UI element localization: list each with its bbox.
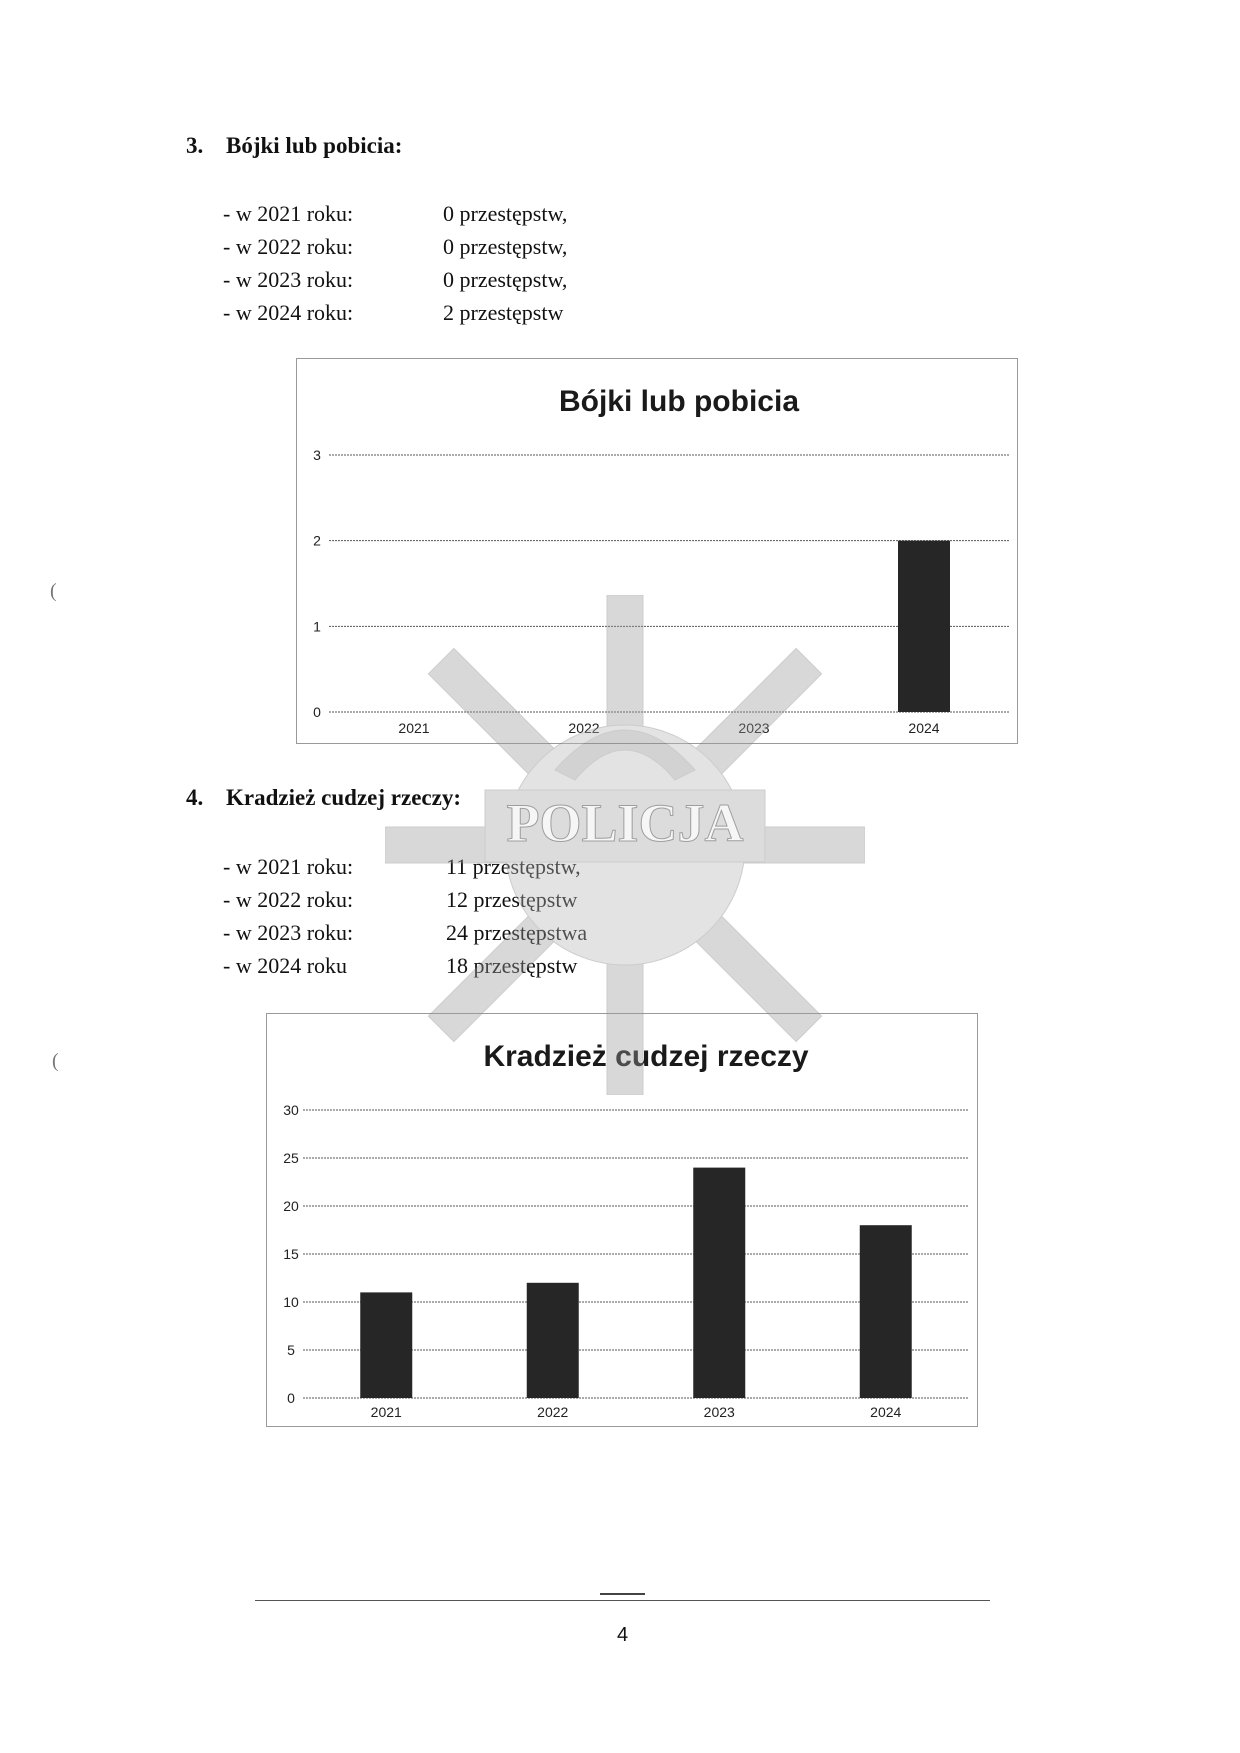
y-tick-label: 3 (313, 447, 321, 463)
page-number: 4 (616, 1624, 629, 1646)
footer-divider-accent (600, 1593, 645, 1595)
stat-value: 24 przestępstwa (446, 920, 588, 945)
x-tick-label: 2021 (398, 720, 430, 736)
stat-value: 11 przestępstw, (446, 854, 581, 879)
stat-label: - w 2021 roku: (223, 854, 354, 879)
footer-divider (255, 1600, 990, 1601)
x-tick-label: 2023 (738, 720, 770, 736)
bar-2022 (527, 1283, 579, 1398)
section-4-stats (223, 850, 587, 982)
bar-2024 (860, 1225, 912, 1398)
y-tick-label: 2 (313, 532, 321, 549)
stat-row (223, 916, 587, 949)
x-tick-label: 2024 (870, 1404, 902, 1420)
chart-fights-svg (297, 359, 1017, 743)
stat-value: 0 przestępstw, (443, 234, 568, 259)
scan-mark: ( (50, 580, 57, 602)
section-title: Bójki lub pobicia: (226, 133, 403, 158)
stat-value: 0 przestępstw, (443, 201, 568, 226)
y-tick-label: 1 (313, 618, 321, 635)
stat-row (223, 296, 567, 329)
stat-label: - w 2024 roku (223, 953, 348, 978)
stat-row (223, 883, 587, 916)
y-tick-label: 15 (283, 1246, 299, 1262)
stat-row (223, 230, 567, 263)
bar-2024 (898, 541, 950, 712)
stat-label: - w 2021 roku: (223, 201, 354, 226)
section-number: 4. (186, 785, 204, 810)
stat-row (223, 197, 567, 230)
x-tick-label: 2022 (568, 720, 600, 736)
y-tick-label: 10 (283, 1294, 299, 1310)
section-number: 3. (186, 133, 204, 158)
stat-label: - w 2022 roku: (223, 234, 354, 259)
y-tick-label: 20 (283, 1198, 299, 1214)
stat-value: 2 przestępstw (443, 300, 564, 325)
chart-title: Bójki lub pobicia (558, 385, 800, 418)
chart-fights (296, 358, 1018, 744)
stat-label: - w 2022 roku: (223, 887, 354, 912)
x-tick-label: 2021 (370, 1404, 402, 1420)
chart-title: Kradzież cudzej rzeczy (483, 1040, 809, 1073)
x-tick-label: 2023 (703, 1404, 735, 1420)
y-tick-label: 25 (283, 1150, 299, 1166)
bar-2023 (693, 1168, 745, 1398)
bar-2021 (360, 1292, 412, 1398)
y-tick-label: 30 (283, 1102, 299, 1118)
stat-row (223, 949, 587, 982)
stat-row (223, 263, 567, 296)
scan-mark: ( (52, 1050, 59, 1072)
stat-label: - w 2024 roku: (223, 300, 354, 325)
y-tick-label: 0 (287, 1390, 295, 1406)
stat-row (223, 850, 587, 883)
y-tick-label: 5 (287, 1342, 295, 1358)
section-title: Kradzież cudzej rzeczy: (226, 785, 461, 810)
stat-value: 18 przestępstw (446, 953, 578, 978)
chart-theft (266, 1013, 978, 1427)
chart-theft-svg (267, 1014, 977, 1426)
section-3-heading (186, 133, 402, 159)
section-3-stats (223, 197, 567, 329)
watermark-text: POLICJA (506, 793, 744, 853)
stat-value: 0 przestępstw, (443, 267, 568, 292)
stat-value: 12 przestępstw (446, 887, 578, 912)
section-4-heading (186, 785, 461, 811)
y-tick-label: 0 (313, 704, 321, 720)
stat-label: - w 2023 roku: (223, 267, 354, 292)
x-tick-label: 2024 (908, 720, 940, 736)
x-tick-label: 2022 (537, 1404, 569, 1420)
stat-label: - w 2023 roku: (223, 920, 354, 945)
